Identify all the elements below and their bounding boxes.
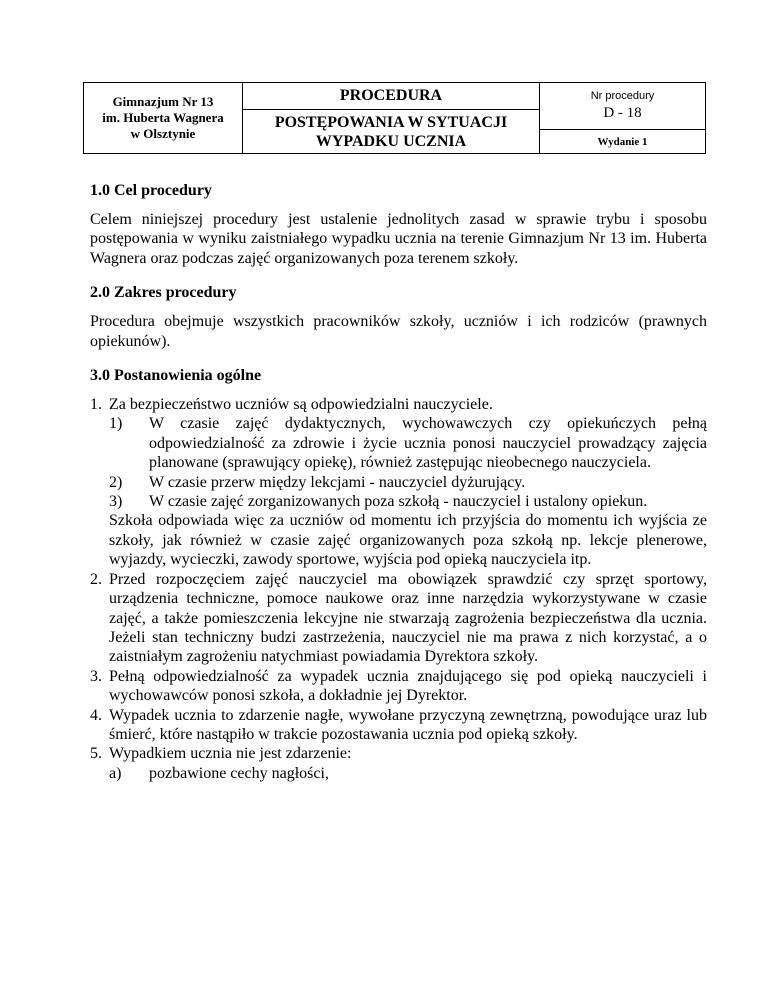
document-body	[90, 181, 707, 783]
sub-list-item-number: 2)	[109, 473, 123, 491]
list-item-text: Wypadkiem ucznia nie jest zdarzenie:	[109, 745, 352, 763]
list-item-number: 5.	[90, 745, 102, 763]
sub-list-item	[109, 414, 707, 472]
list-item	[90, 395, 707, 414]
list-item	[90, 570, 707, 667]
list-item-number: 1.	[90, 396, 102, 414]
list-item-text: Pełną odpowiedzialność za wypadek ucznia znajdującego się pod opieką nauczycieli i wychowawców ponosi szkoła, a dokładnie jej Dyrektor.	[109, 667, 707, 705]
school-name-cell	[84, 83, 243, 153]
list-item	[90, 667, 707, 706]
sub-list-item	[109, 492, 707, 511]
list-item-text: Wypadek ucznia to zdarzenie nagłe, wywołane przyczyną zewnętrzną, powodujące uraz lub śmierć, które nastąpiło w trakcie pozostawania ucznia pod opieką szkoły.	[109, 706, 707, 743]
list-item	[90, 744, 707, 763]
list-item-continuation: Szkoła odpowiada więc za uczniów od momentu ich przyjścia do momentu ich wyjścia ze szkoły, jak również w czasie zajęć organizowanych poza szkołą np. lekcje plenerowe, wyjazdy, wycieczki, zawody sportowe, wyjścia pod opieką nauczyciela itp.	[109, 512, 707, 569]
procedure-title-cell	[243, 83, 540, 153]
sub-list-item-text: W czasie przerw między lekcjami - nauczyciel dyżurujący.	[149, 473, 526, 491]
procedure-number-value: D - 18	[603, 104, 642, 121]
section-title-scope: 2.0 Zakres procedury	[90, 284, 237, 302]
list-item-number: 3.	[90, 667, 102, 685]
school-city-line: w Olsztynie	[130, 126, 196, 141]
section-title-purpose: 1.0 Cel procedury	[90, 182, 212, 199]
procedure-title	[243, 110, 539, 153]
edition-label: Wydanie 1	[597, 135, 648, 148]
procedure-header-table	[83, 82, 706, 154]
sub-list-item	[109, 764, 707, 783]
section-text-scope: Procedura obejmuje wszystkich pracowników szkoły, uczniów i ich rodziców (prawnych opiekunów).	[90, 313, 707, 350]
procedure-title-line2: WYPADKU UCZNIA	[315, 132, 467, 150]
list-item-text: Za bezpieczeństwo uczniów są odpowiedzialni nauczyciele.	[109, 396, 493, 414]
sub-list-item-text: W czasie zajęć zorganizowanych poza szkołą - nauczyciel i ustalony opiekun.	[149, 493, 648, 511]
sub-list-item-text: pozbawione cechy nagłości,	[149, 764, 329, 782]
section-title-general: 3.0 Postanowienia ogólne	[90, 367, 262, 385]
list-item-number: 4.	[90, 706, 102, 724]
procedure-number-label: Nr procedury	[590, 89, 655, 102]
school-name-line: Gimnazjum Nr 13	[112, 94, 214, 109]
sub-list-item-number: 3)	[109, 493, 123, 511]
list-item-text: Przed rozpoczęciem zajęć nauczyciel ma obowiązek sprawdzić czy sprzęt sportowy, urządzenia techniczne, pomoce naukowe oraz inne narzędzia wykorzystywane w czasie zajęć, a także pomieszczenia lekcyjne nie stwarzają zagrożenia bezpieczeństwa dla ucznia. Jeżeli stan techniczny budzi zastrzeżenia, nauczyciel nie ma prawa z nich korzystać, a o zaistniałym zagrożeniu natychmiast powiadamia Dyrektora szkoły.	[109, 570, 707, 666]
sub-list-item	[109, 473, 707, 492]
sub-list-item-number: 1)	[109, 415, 123, 433]
sub-list-item-text: W czasie zajęć dydaktycznych, wychowawczych czy opiekuńczych pełną odpowiedzialność za zdrowie i życie ucznia ponosi nauczyciel prowadzący zajęcia planowane (sprawujący opiekę), również zastępując nieobecnego nauczyciela.	[149, 415, 707, 472]
section-text-purpose: Celem niniejszej procedury jest ustalenie jednolitych zasad w sprawie trybu i sposobu postępowania w wyniku zaistniałego wypadku ucznia na terenie Gimnazjum Nr 13 im. Huberta Wagnera oraz podczas zajęć organizowanych poza terenem szkoły.	[90, 211, 707, 267]
sub-list-item-letter: a)	[109, 764, 122, 782]
school-patron-line: im. Huberta Wagnera	[102, 110, 224, 125]
procedure-title-line1: POSTĘPOWANIA W SYTUACJI	[274, 113, 508, 131]
procedure-number-box	[540, 83, 705, 130]
procedure-label: PROCEDURA	[243, 83, 539, 110]
procedure-number-cell	[540, 83, 705, 153]
list-item	[90, 706, 707, 745]
list-item-number: 2.	[90, 570, 102, 588]
